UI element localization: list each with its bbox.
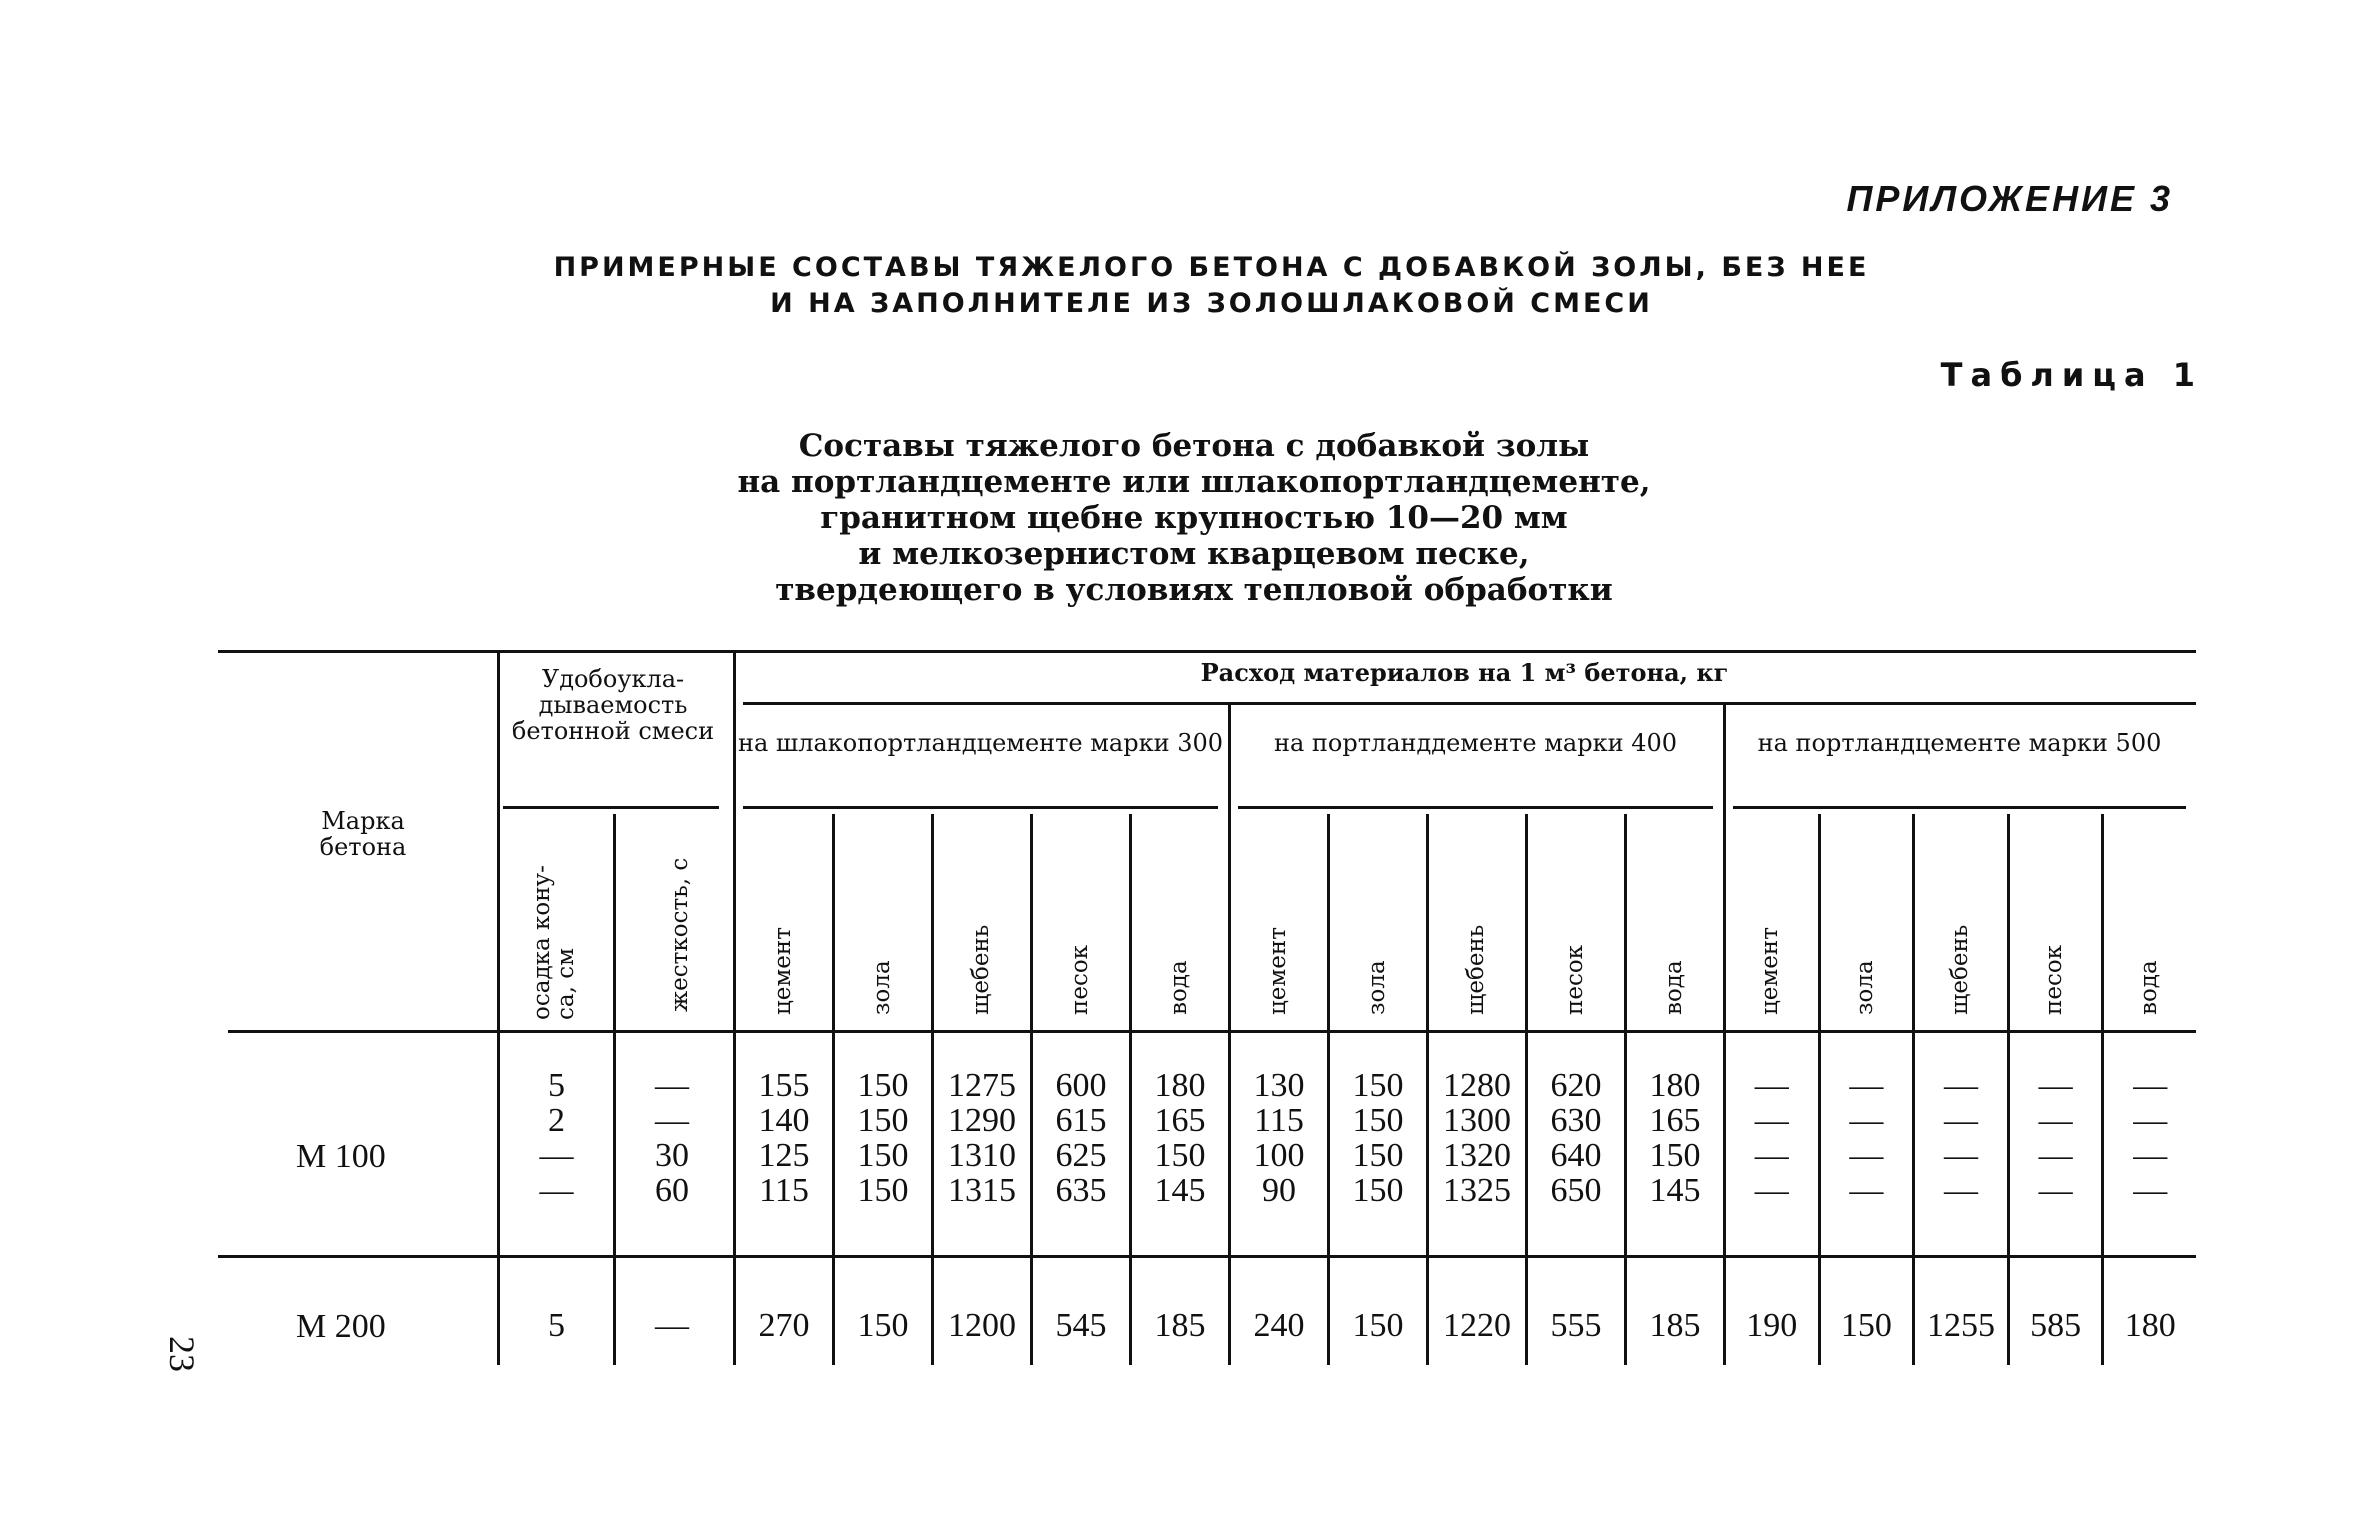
caption-line-5: твердеющего в условиях тепловой обработки	[775, 572, 1613, 608]
cell-песок: 640	[1550, 1137, 1602, 1174]
rule-row-separator	[218, 1255, 2196, 1258]
cell-цемент: 115	[1254, 1102, 1304, 1139]
cell-песок: 620	[1550, 1067, 1602, 1104]
cell-stiffness: 60	[655, 1172, 689, 1209]
cell-щебень: —	[1943, 1172, 1978, 1209]
cell-песок: 555	[1550, 1306, 1602, 1344]
cell-вода: 145	[1154, 1172, 1206, 1209]
material-header-песок: песок	[2041, 944, 2068, 1015]
group-header-2: на портланддементе марки 400	[1273, 729, 1678, 757]
cell-зола: 150	[1352, 1172, 1404, 1209]
material-header-песок: песок	[1561, 944, 1588, 1015]
material-header-цемент: цемент	[769, 927, 796, 1015]
cell-вода: 180	[1649, 1067, 1701, 1104]
title-line-1: ПРИМЕРНЫЕ СОСТАВЫ ТЯЖЕЛОГО БЕТОНА С ДОБАВКОЙ ЗОЛЫ, БЕЗ НЕЕ	[553, 252, 1870, 283]
cell-зола: 150	[857, 1172, 909, 1209]
cell-slump: 5	[548, 1067, 565, 1104]
material-header-вода: вода	[2135, 960, 2162, 1015]
cell-песок: 650	[1550, 1172, 1602, 1209]
stiffness-header: жесткость, с	[667, 857, 693, 1012]
cell-цемент: 155	[758, 1067, 810, 1104]
rule-v-group-1	[1228, 702, 1231, 1365]
cell-stiffness: —	[655, 1102, 689, 1139]
cell-slump: 2	[548, 1102, 565, 1139]
rule-header-bottom	[228, 1030, 2196, 1033]
cell-цемент: 270	[758, 1306, 810, 1344]
cell-песок: 635	[1055, 1172, 1107, 1209]
consumption-header: Расход материалов на 1 м³ бетона, кг	[1200, 658, 1729, 687]
cell-stiffness: —	[655, 1306, 689, 1344]
cell-slump: —	[539, 1137, 574, 1174]
cell-зола: 150	[1352, 1306, 1404, 1344]
cell-зола: 150	[857, 1137, 909, 1174]
cell-цемент: 190	[1746, 1306, 1798, 1344]
cell-щебень: 1300	[1443, 1102, 1511, 1139]
cell-щебень: 1220	[1443, 1306, 1511, 1344]
rule-v-group-2	[1723, 702, 1726, 1365]
cell-цемент: 115	[759, 1172, 809, 1209]
cell-зола: 150	[857, 1102, 909, 1139]
cell-зола: 150	[1352, 1102, 1404, 1139]
material-header-песок: песок	[1066, 944, 1093, 1015]
cell-зола: 150	[857, 1067, 909, 1104]
cell-цемент: —	[1754, 1172, 1789, 1209]
cell-зола: —	[1849, 1137, 1884, 1174]
cell-вода: 180	[1154, 1067, 1206, 1104]
cell-зола: 150	[1352, 1137, 1404, 1174]
cell-вода: 165	[1154, 1102, 1206, 1139]
page-number: 23	[162, 1336, 202, 1372]
cell-щебень: 1325	[1443, 1172, 1511, 1209]
material-header-зола: зола	[1363, 960, 1390, 1015]
group-header-3: на портландцементе марки 500	[1757, 729, 2162, 757]
cell-щебень: 1280	[1443, 1067, 1511, 1104]
caption-line-4: и мелкозернистом кварцевом песке,	[858, 536, 1530, 572]
cell-щебень: 1310	[948, 1137, 1016, 1174]
cell-щебень: 1255	[1926, 1306, 1995, 1344]
grade-header: Марка бетона	[319, 807, 407, 861]
cell-зола: 150	[857, 1306, 909, 1344]
rule-v-materials	[733, 650, 736, 1365]
cell-цемент: —	[1754, 1137, 1789, 1174]
cell-щебень: —	[1943, 1067, 1978, 1104]
grade-М-100: М 100	[296, 1138, 386, 1175]
cell-вода: 165	[1649, 1102, 1701, 1139]
cell-цемент: —	[1754, 1067, 1789, 1104]
cell-зола: —	[1849, 1172, 1884, 1209]
cell-щебень: 1320	[1443, 1137, 1511, 1174]
appendix-label: ПРИЛОЖЕНИЕ 3	[1846, 178, 2173, 219]
cell-щебень: —	[1943, 1102, 1978, 1139]
cell-цемент: 125	[758, 1137, 810, 1174]
rule-group-3	[1733, 806, 2186, 809]
cell-slump: 5	[548, 1306, 565, 1344]
cell-stiffness: —	[655, 1067, 689, 1104]
material-header-щебень: щебень	[1946, 924, 1973, 1015]
cell-песок: 625	[1055, 1137, 1107, 1174]
cell-песок: —	[2038, 1067, 2073, 1104]
cell-песок: —	[2038, 1102, 2073, 1139]
rule-workability	[503, 806, 719, 809]
cell-щебень: 1275	[948, 1067, 1016, 1104]
cell-цемент: 130	[1253, 1067, 1305, 1104]
caption-line-3: гранитном щебне крупностью 10—20 мм	[820, 500, 1568, 536]
cell-цемент: —	[1754, 1102, 1789, 1139]
cell-песок: —	[2038, 1137, 2073, 1174]
cell-песок: 585	[2030, 1306, 2082, 1344]
caption-line-1: Составы тяжелого бетона с добавкой золы	[798, 428, 1590, 464]
cell-песок: —	[2038, 1172, 2073, 1209]
cell-цемент: 100	[1253, 1137, 1305, 1174]
title-line-2: И НА ЗАПОЛНИТЕЛЕ ИЗ ЗОЛОШЛАКОВОЙ СМЕСИ	[770, 288, 1653, 319]
table-label: Таблица 1	[1940, 356, 2203, 394]
rule-group-2	[1238, 806, 1713, 809]
cell-зола: —	[1849, 1102, 1884, 1139]
cell-вода: 185	[1154, 1306, 1206, 1344]
slump-header: осадка кону- са, см	[529, 865, 579, 1020]
cell-цемент: 140	[758, 1102, 810, 1139]
cell-вода: 145	[1649, 1172, 1701, 1209]
cell-щебень: —	[1943, 1137, 1978, 1174]
cell-песок: 630	[1550, 1102, 1602, 1139]
cell-вода: 185	[1649, 1306, 1701, 1344]
material-header-щебень: щебень	[1462, 924, 1489, 1015]
material-header-цемент: цемент	[1264, 927, 1291, 1015]
cell-вода: 150	[1154, 1137, 1206, 1174]
cell-зола: —	[1849, 1067, 1884, 1104]
material-header-цемент: цемент	[1757, 927, 1784, 1015]
cell-зола: 150	[1840, 1306, 1892, 1344]
cell-вода: —	[2133, 1172, 2168, 1209]
material-header-вода: вода	[1660, 960, 1687, 1015]
caption-line-2: на портландцементе или шлакопортландцементе,	[737, 464, 1651, 500]
cell-щебень: 1200	[948, 1306, 1016, 1344]
workability-header: Удобоукла-дываемость бетонной смеси	[511, 665, 715, 745]
cell-цемент: 90	[1262, 1172, 1296, 1209]
cell-щебень: 1290	[948, 1102, 1016, 1139]
material-header-зола: зола	[1851, 960, 1878, 1015]
cell-цемент: 240	[1253, 1306, 1305, 1344]
cell-вода: —	[2133, 1102, 2168, 1139]
rule-v-grade	[497, 650, 500, 1365]
rule-group	[743, 702, 2196, 705]
cell-вода: —	[2133, 1137, 2168, 1174]
material-header-зола: зола	[868, 960, 895, 1015]
cell-вода: 150	[1649, 1137, 1701, 1174]
cell-песок: 615	[1055, 1102, 1107, 1139]
cell-зола: 150	[1352, 1067, 1404, 1104]
rule-group-1	[743, 806, 1218, 809]
cell-stiffness: 30	[655, 1137, 689, 1174]
cell-щебень: 1315	[948, 1172, 1016, 1209]
grade-М-200: М 200	[296, 1307, 386, 1345]
cell-песок: 545	[1055, 1306, 1107, 1344]
group-header-1: на шлакопортландцементе марки 300	[737, 729, 1224, 757]
material-header-щебень: щебень	[967, 924, 994, 1015]
material-header-вода: вода	[1165, 960, 1192, 1015]
rule-top	[218, 650, 2196, 653]
cell-вода: —	[2133, 1067, 2168, 1104]
cell-песок: 600	[1055, 1067, 1107, 1104]
cell-вода: 180	[2124, 1306, 2176, 1344]
cell-slump: —	[539, 1172, 574, 1209]
